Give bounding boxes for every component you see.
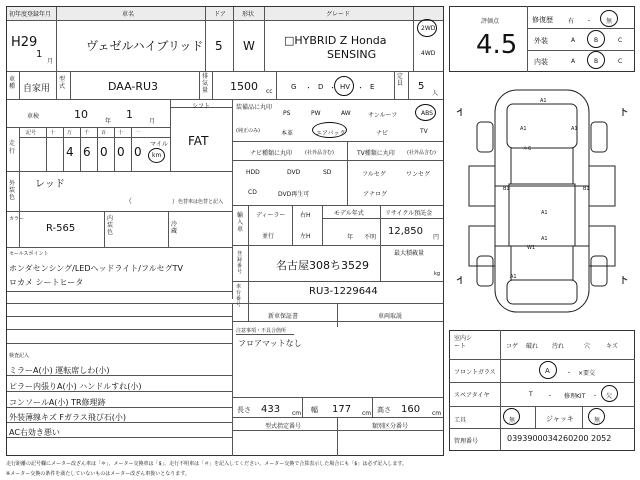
drive-4wd: 4WD	[421, 50, 436, 57]
tools-value: 無	[509, 417, 516, 424]
seat-scratch: キズ	[606, 343, 618, 350]
odometer-digit: 0	[117, 145, 125, 159]
capacity-value: 5	[418, 81, 425, 92]
inspection-month: 1	[126, 108, 133, 121]
odometer-place-label: 十	[50, 130, 56, 136]
import-dealer: ディーラー	[256, 212, 286, 219]
import-left-hand: 左H	[300, 233, 311, 240]
odometer-digit: 4	[66, 145, 74, 159]
interior-c: C	[618, 58, 623, 65]
cc-unit: cc	[266, 88, 273, 95]
door-count: 5	[215, 39, 223, 53]
vin-value: RU3-1229644	[309, 286, 378, 297]
exterior-b: B	[594, 37, 599, 44]
shift-label: シフト	[192, 103, 211, 110]
front-glass-label: フロントガラス	[454, 369, 496, 376]
reg-era-year: H29	[11, 35, 38, 50]
inspector-line1: ミラーA(小) 運転席しわ(小)	[9, 366, 110, 375]
diag-w1: W1	[527, 245, 536, 251]
mgmt-number-label: 管理番号	[454, 438, 479, 445]
height-unit: cm	[432, 410, 442, 417]
max-load-unit: kg	[434, 271, 441, 277]
spare-sep2: ・	[592, 393, 599, 400]
inspection-year: 10	[74, 108, 88, 121]
equip-navi: ナビ	[376, 130, 389, 137]
grade-line1: □HYBRID Z Honda	[284, 34, 387, 47]
reg-year-label: 初年度登録年月	[9, 11, 52, 18]
exterior-a: A	[571, 37, 576, 44]
fuel-sep2: ・	[329, 84, 336, 92]
model-code: DAA-RU3	[108, 80, 159, 93]
capacity-label: 定員	[397, 73, 404, 87]
displacement-value: 1500	[230, 80, 258, 93]
navi-dvd: DVD	[287, 169, 301, 176]
footer-note-1: 走行距離の記号欄にメーター改ざん車は「＊」、メーター交換車は「$」、走行不明車は「＃」を記入してください。メーター交換で合算表示した場合にも「$」は必ず記入します。	[6, 461, 407, 467]
spare-tire-label: スペアタイヤ	[454, 392, 490, 399]
reg-month: 1	[36, 49, 43, 60]
tv-oneseg: ワンセグ	[406, 171, 431, 178]
odometer-digit: 0	[100, 145, 108, 159]
tv-analog: アナログ	[363, 191, 388, 198]
front-glass-a-circle	[539, 361, 557, 379]
recycle-deposit-label: リサイクル預託金	[385, 210, 433, 217]
navi-label: ナビ種類に丸印	[250, 150, 293, 157]
fuel-hv: HV	[340, 83, 351, 91]
reg-month-unit: 月	[47, 58, 54, 65]
rating-label: 評価点	[481, 18, 500, 25]
model-year-label: モデル年式	[334, 210, 364, 217]
inspection-label: 車検	[27, 113, 40, 120]
inspection-year-unit: 年	[105, 118, 112, 125]
diag-b1-right: B1	[583, 186, 590, 192]
seat-burn: コゲ	[506, 343, 519, 350]
length-value: 433	[261, 404, 281, 415]
repair-no: 無	[606, 18, 613, 25]
import-parallel: 並行	[262, 233, 275, 240]
recycle-deposit-value: 12,850	[388, 226, 423, 237]
equip-airbag: エアバック	[316, 130, 346, 137]
grade-line2: SENSING	[327, 48, 377, 61]
repair-label: 修復歴	[532, 16, 553, 24]
width-unit: cm	[362, 410, 372, 417]
recycle-label-small: 冷蔵	[171, 221, 178, 235]
diag-mark-left: ル6	[523, 146, 532, 152]
fuel-hv-circle	[334, 76, 354, 96]
front-glass-sep: ・	[566, 370, 573, 377]
tools-value-circle	[503, 408, 520, 425]
repair-sep: ・	[586, 18, 593, 25]
equip-leather: 本革	[281, 130, 294, 137]
interior-a: A	[571, 58, 576, 65]
plate-value: 名古屋308ち3529	[276, 259, 369, 272]
diag-a1-top: A1	[540, 98, 547, 104]
spare-t: T	[529, 391, 533, 398]
jack-value: 無	[594, 417, 601, 424]
fuel-e: E	[370, 83, 375, 91]
footer-note-2: ※メーター交換の条件を満たしていないものはメーター改ざん車扱いとなります。	[6, 471, 190, 477]
equip-sunroof: サンルーフ	[368, 112, 398, 119]
odometer-digit: 0	[134, 145, 142, 159]
tools-label: 工具	[454, 417, 467, 424]
fuel-d: D	[318, 83, 324, 91]
spare-sep1: ・	[547, 393, 554, 400]
car-damage-diagram	[449, 76, 635, 324]
mgmt-number-value: 0393900034260200 2052	[507, 434, 612, 443]
odometer-place-label: 万	[67, 130, 73, 136]
seat-label: 室内シート	[454, 335, 473, 350]
fuel-g: G	[291, 83, 297, 91]
equip-abs: ABS	[421, 110, 433, 117]
interior-label: 内装	[534, 58, 548, 66]
inspector-label: 検査記入	[9, 353, 30, 359]
import-label: 輸入車	[237, 212, 244, 233]
tv-sub: (社外品含む)	[407, 150, 436, 156]
color-value: レッド	[35, 179, 65, 190]
door-label: ドア	[214, 11, 226, 18]
vin-label: 車台番号	[236, 284, 242, 308]
width-value: 177	[332, 404, 352, 415]
navi-cd: CD	[248, 189, 257, 196]
color-code-value: R-565	[46, 223, 76, 234]
sales-point-line2: ロカメ シートヒータ	[9, 278, 84, 287]
import-right-hand: 右H	[300, 212, 311, 219]
diag-a1-rear: A1	[510, 274, 517, 280]
model-year-unit: 年	[347, 234, 354, 241]
exterior-b-circle	[587, 30, 605, 48]
equipment-sub: (純正のみ)	[236, 128, 260, 134]
tv-fullseg: フルセグ	[362, 171, 386, 178]
spare-missing-circle	[601, 385, 618, 402]
height-value: 160	[401, 404, 421, 415]
odometer-place-label: 千	[84, 130, 90, 136]
body-shape: W	[243, 39, 255, 53]
equip-aw: AW	[341, 110, 351, 117]
front-glass-a: A	[545, 367, 550, 375]
odometer-label: 走行	[9, 140, 16, 155]
navi-sd: SD	[323, 169, 332, 176]
diag-a1-lower: A1	[541, 236, 548, 242]
odometer-place-label: 十	[118, 130, 124, 136]
equip-ps: PS	[283, 110, 291, 117]
plate-label: 登録番号	[237, 251, 243, 275]
interior-b-circle	[587, 51, 605, 69]
inspector-line4: 外装薄線キズ Fガラス飛び石(小)	[9, 413, 126, 422]
jack-value-circle	[588, 408, 605, 425]
model-label: 型式	[59, 76, 66, 90]
rating-value: 4.5	[476, 30, 518, 60]
notes-text: フロアマットなし	[238, 339, 302, 348]
odometer-place-label: 百	[101, 130, 107, 136]
repair-yes: 有	[568, 18, 575, 25]
navi-sub: (社外品含む)	[305, 150, 334, 156]
displacement-label: 排気量	[202, 73, 209, 94]
color-note: 色替車は色替と記入	[178, 199, 224, 205]
exterior-label: 外装	[534, 37, 548, 45]
owner-manual-label: 車両取説	[378, 313, 403, 320]
width-label: 幅	[311, 406, 318, 414]
use-type: 自家用	[23, 84, 51, 94]
diag-a1-mid: A1	[541, 210, 548, 216]
sales-point-line1: ホンダセンシング/LEDヘッドライト/フルセグTV	[9, 264, 183, 273]
seat-dirt: 汚れ	[552, 343, 565, 350]
spare-repair-kit: 修理KIT	[564, 393, 586, 400]
equip-tv: TV	[420, 128, 428, 135]
equip-airbag-circle	[312, 122, 347, 138]
odometer-serial-label: 記号	[26, 130, 37, 136]
length-unit: cm	[292, 410, 302, 417]
odometer-km-circle	[148, 148, 165, 163]
equipment-label: 装備品に丸印	[236, 104, 273, 111]
car-name-label: 車名	[122, 11, 135, 18]
designation-label: 型式指定番号	[265, 423, 302, 430]
drive-2wd-circle	[417, 19, 437, 37]
new-warranty-label: 新車保証書	[268, 313, 299, 320]
front-glass-replace: ×要交	[578, 370, 596, 377]
navi-hdd: HDD	[246, 169, 260, 176]
spare-missing: 欠	[606, 393, 613, 400]
odometer-mile: マイル	[150, 141, 168, 148]
notes-label: 注意事項・不具合箇所	[236, 328, 287, 334]
inspector-line3: コンソールA(小) TR修理跡	[9, 398, 106, 407]
shape-label: 形状	[242, 11, 255, 18]
equip-pw: PW	[311, 110, 321, 117]
interior-b: B	[594, 58, 599, 65]
person-unit: 人	[432, 90, 439, 97]
inspection-month-unit: 月	[149, 118, 156, 125]
fuel-sep3: ・	[357, 84, 364, 92]
seat-tear: 破れ	[526, 343, 539, 350]
odometer-km: km	[152, 152, 162, 159]
fuel-sep1: ・	[305, 84, 312, 92]
model-year-unknown: 不明	[364, 234, 377, 241]
diag-a1-right: A1	[571, 126, 578, 132]
inspector-line5: AC右効き悪い	[9, 428, 60, 437]
shift-value: FAT	[188, 134, 209, 148]
odometer-digit: 6	[83, 145, 91, 159]
navi-dvd-play: DVD再生可	[278, 191, 310, 198]
sales-points-label: セールスポイント	[9, 251, 49, 257]
category-label: 車種	[9, 76, 16, 90]
car-name-value: ヴェゼルハイブリッド	[86, 39, 204, 53]
color-code-label: カラー	[9, 216, 25, 222]
inspector-line2: ピラー内張りA(小) ハンドルすれ(小)	[9, 382, 142, 391]
diag-a1-left: A1	[520, 126, 527, 132]
interior-color-label: 内装色	[107, 215, 114, 236]
exterior-c: C	[618, 37, 623, 44]
jack-label: ジャッキ	[546, 415, 574, 423]
color-paren-open: （	[125, 197, 132, 205]
seat-hole: 穴	[584, 343, 591, 350]
max-load-label: 最大積載量	[394, 250, 425, 257]
color-paren-close: ）	[172, 199, 179, 206]
drive-2wd: 2WD	[421, 25, 436, 32]
grade-label: グレード	[326, 11, 351, 18]
color-label: 外装色	[9, 180, 16, 201]
diag-b1-left: B1	[503, 186, 510, 192]
recycle-yen: 円	[433, 234, 440, 241]
length-label: 長さ	[237, 406, 251, 414]
category-number-label: 類別区分番号	[372, 423, 409, 430]
equip-abs-circle	[415, 104, 436, 121]
tv-label: TV種類に丸印	[357, 150, 395, 157]
repair-no-circle	[600, 10, 618, 27]
odometer-place-label: 一	[135, 130, 141, 136]
height-label: 高さ	[377, 406, 391, 414]
